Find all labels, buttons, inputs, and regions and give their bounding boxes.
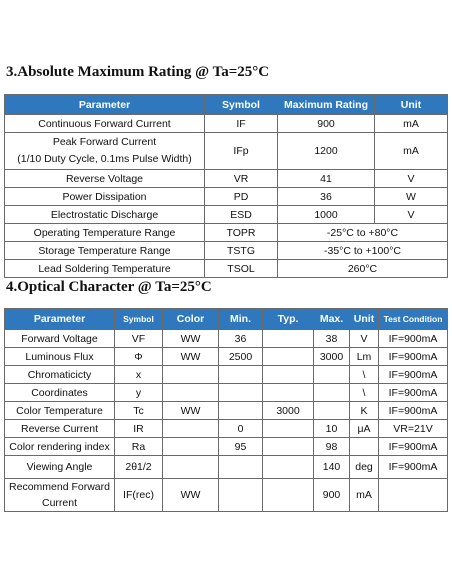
table-row [5,224,448,242]
cell-unit: W [375,188,448,206]
table-row [5,330,448,348]
cell-symbol [115,402,163,420]
cell-typ [263,402,314,420]
cell-parameter-text: Chromaticicty [27,368,92,381]
cell-color-text: WW [180,489,201,501]
cell-min [219,420,263,438]
cell-test-condition-text: IF=900mA [388,386,438,399]
col-header-max-rating: Maximum Rating [278,95,375,115]
table-row [5,242,448,260]
cell-unit-text: mA [356,489,372,501]
cell-parameter-text: Color Temperature [16,404,103,417]
cell-color-text: WW [180,404,201,417]
cell-min [219,366,263,384]
cell-unit [350,420,379,438]
cell-parameter-text: Color rendering index [9,440,110,453]
cell-typ [263,420,314,438]
cell-color [163,366,219,384]
cell-typ-text: 3000 [276,404,300,417]
cell-test-condition [379,402,448,420]
cell-test-condition-text: VR=21V [393,422,433,435]
cell-parameter-text: Peak Forward Current (1/10 Duty Cycle, 0.1ms Pulse Width) [17,136,192,165]
table-row [5,420,448,438]
cell-parameter [5,420,115,438]
table-row [5,206,448,224]
cell-symbol: TOPR [205,224,278,242]
cell-test-condition [379,366,448,384]
cell-symbol [115,330,163,348]
cell-test-condition-text: IF=900mA [388,404,438,417]
cell-parameter: Continuous Forward Current [5,115,205,133]
cell-unit-text: \ [362,386,366,399]
cell-test-condition-text: IF=900mA [388,461,438,473]
table-row [5,456,448,479]
cell-unit-text: μA [357,422,371,435]
cell-symbol-text: IF(rec) [123,489,154,501]
col-header-symbol: Symbol [205,95,278,115]
cell-parameter [5,348,115,366]
cell-typ [263,384,314,402]
cell-value: 36 [278,188,375,206]
col-header-typ: Typ. [263,309,314,330]
cell-parameter [5,438,115,456]
cell-max [314,402,350,420]
cell-typ [263,438,314,456]
cell-color-text: WW [180,350,201,363]
cell-color [163,384,219,402]
cell-color [163,420,219,438]
cell-typ [263,456,314,479]
cell-max [314,479,350,512]
cell-parameter: Lead Soldering Temperature [5,260,205,278]
cell-value: 260°C [278,260,448,278]
cell-symbol-text: Tc [133,404,144,417]
cell-parameter-text: Viewing Angle [26,461,93,473]
cell-unit [350,330,379,348]
cell-value: -35°C to +100°C [278,242,448,260]
table-row [5,366,448,384]
cell-min [219,402,263,420]
cell-parameter: Reverse Voltage [5,170,205,188]
cell-symbol [115,479,163,512]
cell-min [219,456,263,479]
cell-min-text: 0 [237,422,244,435]
cell-symbol-text: VF [131,332,146,345]
cell-min-text: 95 [234,440,247,453]
cell-symbol: TSOL [205,260,278,278]
cell-color [163,438,219,456]
cell-unit [350,366,379,384]
cell-value: -25°C to +80°C [278,224,448,242]
cell-parameter [5,402,115,420]
table-row [5,188,448,206]
cell-min-text: 36 [234,332,247,345]
table-row [5,402,448,420]
section-title-absolute-max: 3.Absolute Maximum Rating @ Ta=25°C [6,64,270,80]
table-row [5,438,448,456]
cell-symbol-text: y [135,386,142,399]
col-header-parameter: Parameter [5,95,205,115]
cell-unit-text: \ [362,368,366,381]
cell-unit [350,456,379,479]
cell-max [314,456,350,479]
cell-symbol [115,438,163,456]
cell-symbol-text: IR [133,422,144,435]
cell-unit [350,384,379,402]
cell-symbol: TSTG [205,242,278,260]
cell-parameter: Storage Temperature Range [5,242,205,260]
cell-test-condition [379,438,448,456]
cell-symbol [115,366,163,384]
table-row [5,115,448,133]
cell-max [314,438,350,456]
table-row [5,170,448,188]
cell-symbol: PD [205,188,278,206]
cell-unit [350,348,379,366]
cell-symbol-text: Ra [131,440,146,453]
table-row [5,479,448,512]
cell-test-condition [379,420,448,438]
cell-symbol-text: 2θ1/2 [125,461,152,473]
cell-min [219,348,263,366]
cell-unit-text: Lm [356,350,372,363]
section-title-optical-character: 4.Optical Character @ Ta=25°C [6,279,212,295]
cell-unit [350,479,379,512]
col-header-unit: Unit [375,95,448,115]
table-row [5,384,448,402]
table-row [5,348,448,366]
absolute-max-rating-table [4,94,448,278]
col-header-test-condition: Test Condition [379,309,448,330]
cell-max-text: 3000 [319,350,344,363]
cell-value: 1000 [278,206,375,224]
cell-symbol [115,420,163,438]
cell-parameter: Power Dissipation [5,188,205,206]
col-header-unit: Unit [350,309,379,330]
cell-min [219,438,263,456]
cell-max-text: 10 [325,422,338,435]
cell-test-condition [379,348,448,366]
cell-parameter [5,456,115,479]
cell-typ [263,479,314,512]
cell-test-condition [379,456,448,479]
cell-value: 41 [278,170,375,188]
cell-symbol [115,384,163,402]
cell-max [314,330,350,348]
optical-character-table [4,308,448,512]
cell-color [163,330,219,348]
cell-symbol: IF [205,115,278,133]
cell-unit-text: K [360,404,368,417]
cell-symbol [115,348,163,366]
cell-typ [263,366,314,384]
cell-parameter [5,384,115,402]
cell-test-condition-text: IF=900mA [388,368,438,381]
col-header-min: Min. [219,309,263,330]
cell-parameter-text: Coordinates [31,386,88,399]
cell-typ [263,348,314,366]
cell-symbol-text: x [135,368,142,381]
table-row [5,133,448,170]
cell-test-condition [379,330,448,348]
cell-parameter [5,133,205,170]
cell-min [219,384,263,402]
cell-color [163,348,219,366]
cell-test-condition [379,384,448,402]
cell-symbol [115,456,163,479]
cell-color [163,479,219,512]
cell-color [163,456,219,479]
col-header-parameter: Parameter [5,309,115,330]
cell-max-text: 38 [325,332,338,345]
cell-color [163,402,219,420]
cell-unit: V [375,206,448,224]
cell-max [314,366,350,384]
cell-parameter-text: Reverse Current [20,422,99,435]
table-row [5,260,448,278]
cell-max-text: 98 [325,440,338,453]
cell-parameter-text: Luminous Flux [25,350,94,363]
cell-parameter-text: Recommend Forward Current [9,481,110,509]
cell-parameter-text: Forward Voltage [21,332,98,345]
cell-symbol: IFp [205,133,278,170]
cell-unit [350,438,379,456]
cell-min [219,479,263,512]
cell-typ [263,330,314,348]
cell-max [314,348,350,366]
cell-parameter: Operating Temperature Range [5,224,205,242]
cell-unit: mA [375,115,448,133]
cell-max-text: 900 [322,489,341,501]
col-header-max: Max. [314,309,350,330]
cell-unit-text: V [360,332,368,345]
cell-parameter [5,479,115,512]
cell-unit [350,402,379,420]
cell-max-text: 140 [322,461,341,473]
cell-value: 1200 [278,133,375,170]
cell-unit-text: deg [355,461,373,473]
cell-min [219,330,263,348]
cell-test-condition [379,479,448,512]
cell-test-condition-text: IF=900mA [388,332,438,345]
cell-parameter: Electrostatic Discharge [5,206,205,224]
cell-min-text: 2500 [228,350,253,363]
cell-symbol: VR [205,170,278,188]
cell-max [314,384,350,402]
cell-test-condition-text: IF=900mA [388,440,438,453]
col-header-color: Color [163,309,219,330]
cell-symbol: ESD [205,206,278,224]
cell-unit: mA [375,133,448,170]
col-header-symbol: Symbol [115,309,163,330]
cell-unit: V [375,170,448,188]
cell-color-text: WW [180,332,201,345]
cell-parameter [5,366,115,384]
cell-symbol-text: Φ [134,350,143,363]
cell-test-condition-text: IF=900mA [388,350,438,363]
cell-parameter [5,330,115,348]
cell-value: 900 [278,115,375,133]
cell-max [314,420,350,438]
